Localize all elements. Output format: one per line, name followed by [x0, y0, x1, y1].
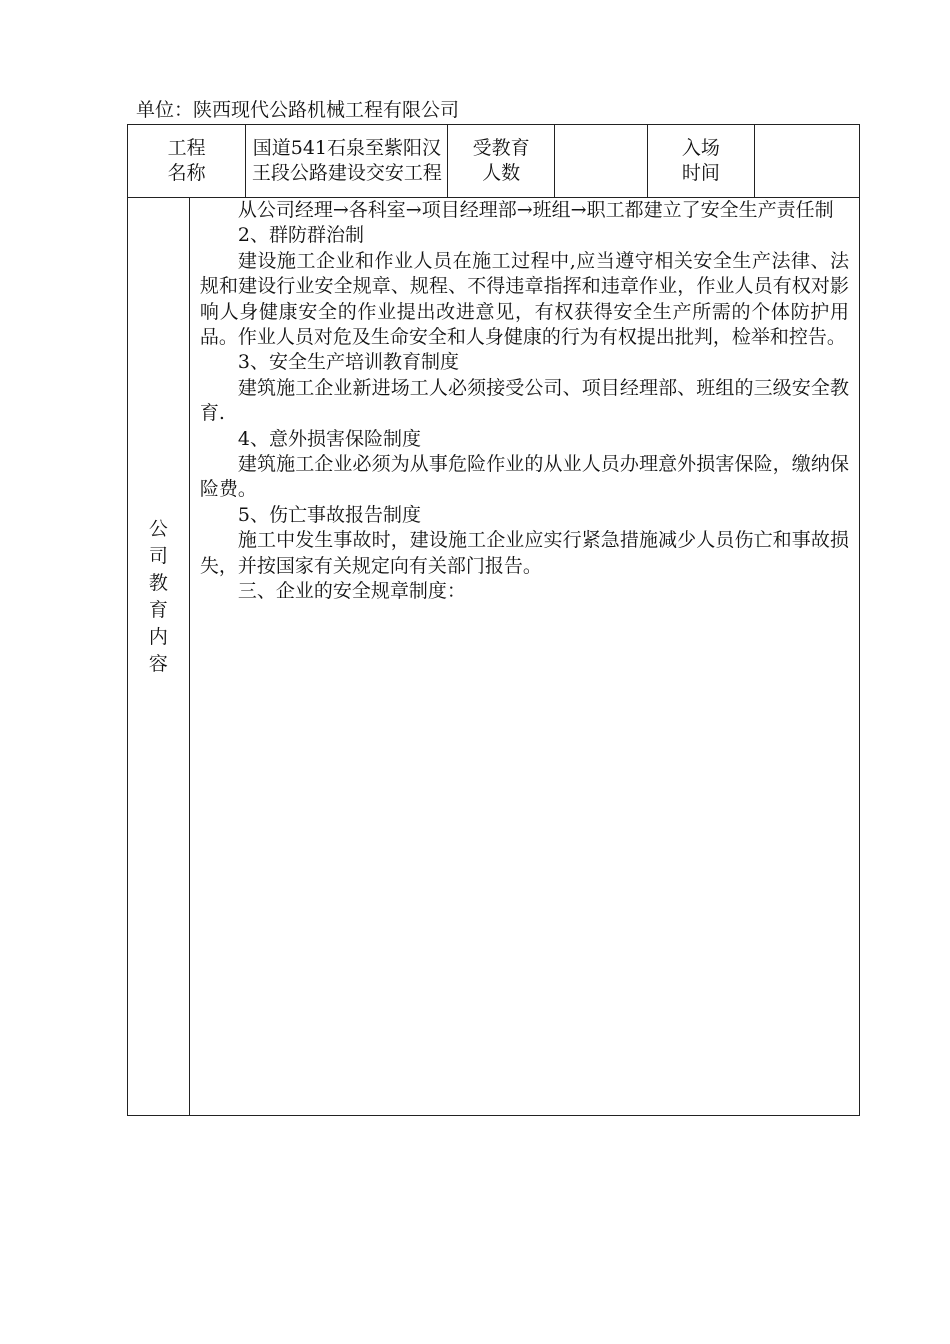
content-paragraph: 建筑施工企业新进场工人必须接受公司、项目经理部、班组的三级安全教育. [199, 376, 849, 425]
side-label-cell [128, 198, 190, 1116]
project-name-line2: 王段公路建设交安工程 [251, 162, 442, 184]
content-paragraph: 三、企业的安全规章制度： [237, 580, 466, 603]
entry-label-line2: 时间 [681, 162, 720, 184]
education-content [190, 198, 859, 605]
educated-label-line1: 受教育 [472, 137, 530, 159]
side-label: 公司教育内容 [148, 517, 168, 675]
project-label-cell [128, 125, 246, 198]
project-label-line2: 名称 [167, 162, 206, 184]
project-label-line1: 工程 [167, 137, 206, 159]
content-paragraph: 3、安全生产培训教育制度 [237, 351, 459, 374]
entry-label-line1: 入场 [681, 137, 720, 159]
header-row [128, 125, 860, 198]
content-paragraph: 建设施工企业和作业人员在施工过程中,应当遵守相关安全生产法律、法规和建设行业安全规章、规程、不得违章指挥和违章作业，作业人员有权对影响人身健康安全的作业提出改进意见，有权获得安全生产所需的个体防护用品。作业人员对危及生命安全和人身健康的行为有权提出批判，检举和控告。 [199, 249, 849, 349]
education-record-table [127, 124, 860, 1116]
educated-count-label-cell [448, 125, 554, 198]
content-paragraph: 2、群防群治制 [237, 224, 364, 247]
project-name-line1: 国道541石泉至紫阳汉 [252, 137, 441, 159]
entry-time-value-cell [754, 125, 859, 198]
unit-line: 单位：陕西现代公路机械工程有限公司 [136, 99, 460, 121]
content-paragraph: 施工中发生事故时，建设施工企业应实行紧急措施减少人员伤亡和事故损失，并按国家有关规定向有关部门报告。 [199, 529, 849, 577]
content-paragraph: 4、意外损害保险制度 [237, 427, 421, 450]
education-content-cell [189, 198, 859, 1116]
entry-time-label-cell [648, 125, 754, 198]
educated-label-line2: 人数 [482, 162, 521, 184]
educated-count-value-cell [554, 125, 647, 198]
content-paragraph: 建筑施工企业必须为从事危险作业的从业人员办理意外损害保险，缴纳保险费。 [199, 453, 849, 501]
project-name-cell [246, 125, 448, 198]
content-paragraph: 从公司经理→各科室→项目经理部→班组→职工都建立了安全生产责任制 [237, 199, 834, 221]
content-paragraph: 5、伤亡事故报告制度 [237, 503, 421, 526]
content-row [128, 198, 860, 1116]
